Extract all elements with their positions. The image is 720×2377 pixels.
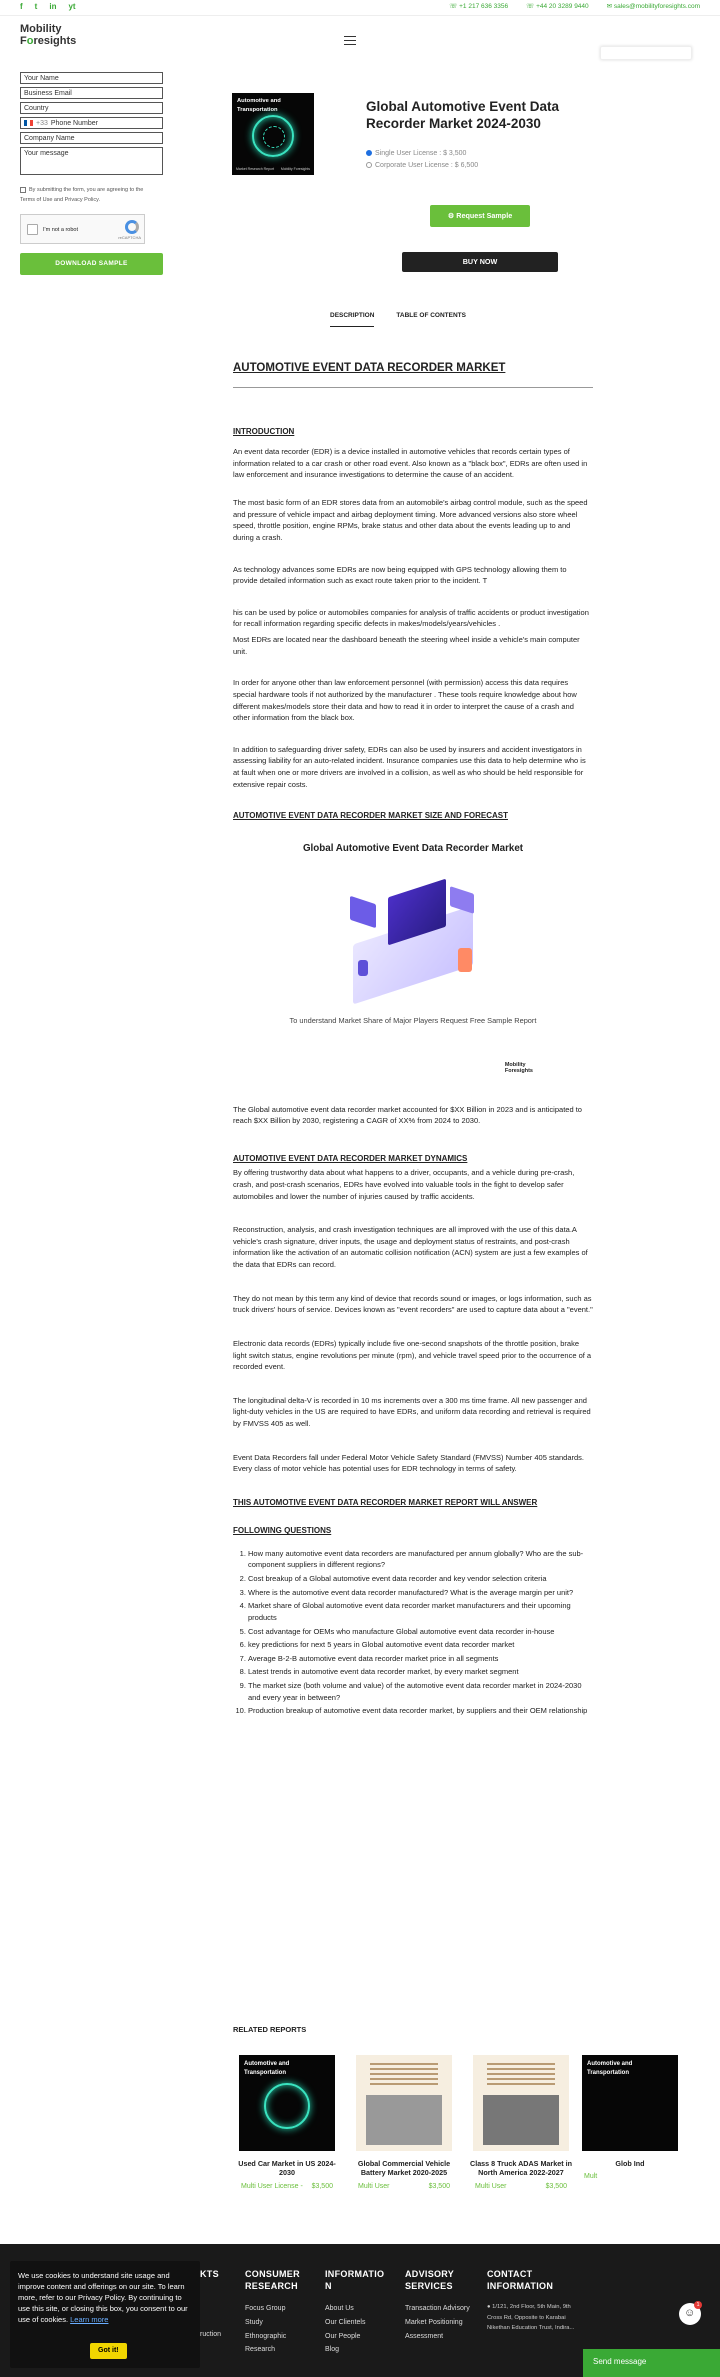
- paragraph: In order for anyone other than law enforcement personnel (with permission) access this data requires special hardware tools if not authorized by the manufacturer . These tools require knowledge about how different makes/models store their data and how to read it in order to interpret the cause of a crash and other information from the black box.: [233, 678, 577, 723]
- paragraph: By offering trustworthy data about what happens to a driver, occupants, and a vehicle during pre-crash, crash, and post-crash scenarios, EDRs have evolved into valuable tools in the fight to develop safer automobiles and lower the number of injuries caused by traffic accidents.: [233, 1168, 575, 1201]
- paragraph: Most EDRs are located near the dashboard beneath the steering wheel inside a vehicle's main computer unit.: [233, 635, 580, 656]
- footer-col-information: INFORMATIO N About Us Our Clientels Our People Blog: [325, 2269, 385, 2354]
- related-report-card[interactable]: Automotive and Transportation Glob Ind Mult: [576, 2055, 684, 2183]
- terms-link[interactable]: Terms of Use and Privacy Policy.: [20, 197, 100, 204]
- isometric-illustration: [338, 870, 488, 1005]
- phone-uk-link[interactable]: ☏ +44 20 3289 9440: [526, 3, 589, 11]
- infographic-logo: Mobility Foresights: [504, 1061, 533, 1074]
- footer-col-contact: CONTACT INFORMATION ● 1/121, 2nd Floor, 5th Main, 9th Cross Rd, Opposite to Karabai Nikethan Education Trust, Indira...: [487, 2269, 577, 2333]
- license-corporate-option[interactable]: Corporate User License : $ 6,500: [366, 160, 478, 172]
- content-tabs: [330, 311, 466, 327]
- questions-heading-2: FOLLOWING QUESTIONS: [233, 1526, 332, 1536]
- social-links: [20, 1, 76, 13]
- license-options: [366, 148, 478, 173]
- email-field[interactable]: Business Email: [20, 87, 163, 99]
- list-item: 4. Market share of Global automotive event data recorder market manufacturers and their upcoming products: [248, 1600, 593, 1623]
- report-description: [233, 360, 593, 1727]
- related-reports-heading: RELATED REPORTS: [233, 2025, 307, 2034]
- top-bar: [0, 0, 720, 16]
- paragraph: They do not mean by this term any kind of device that records sound or images, or logs information, such as truck drivers' hours of service. Devices known as "event recorders" are used to capture data about a "event.": [233, 1293, 593, 1315]
- list-item: 9. The market size (both volume and value) of the automotive event data recorder market in 2024-2030 and every year in between?: [248, 1680, 593, 1703]
- paragraph: The longitudinal delta-V is recorded in 10 ms increments over a 300 ms time frame. All new passenger and light-duty vehicles in the US are required to have EDRs, and uniform data recording and retrieval is required by FMVSS 405 as well.: [233, 1395, 591, 1429]
- size-heading: AUTOMOTIVE EVENT DATA RECORDER MARKET SIZE AND FORECAST: [233, 811, 508, 821]
- tab-description[interactable]: DESCRIPTION: [330, 311, 374, 327]
- request-sample-button[interactable]: ⚙ Request Sample: [430, 205, 530, 227]
- related-reports-carousel: [233, 2055, 645, 2205]
- paragraph: The Global automotive event data recorder market accounted for $XX Billion in 2023 and is anticipated to reach $XX Billion by 2030, registering a CAGR of XX% from 2024 to 2030.: [233, 1104, 582, 1126]
- footer-col-markets: KTS ruction: [200, 2269, 222, 2338]
- infographic-title: Global Automotive Event Data Recorder Market: [302, 842, 524, 854]
- license-single-option[interactable]: Single User License : $ 3,500: [366, 148, 478, 160]
- related-report-card[interactable]: Global Commercial Vehicle Battery Market 2020-2025 Multi User $3,500: [350, 2055, 458, 2193]
- list-item: 1. How many automotive event data recorders are manufactured per annum globally? Who are the sub-component suppliers in different regions?: [248, 1548, 593, 1571]
- list-item: 7. Average B-2-B automotive event data recorder market price in all segments: [248, 1653, 593, 1665]
- paragraph: In addition to safeguarding driver safety, EDRs can also be used by insurers and accident investigators in assessing liability for an auto-related incident. Insurance companies use this data to help determine who is at fault when one or more drivers are involved in a collision, as well as who should be held responsible for extensive repair costs.: [233, 744, 586, 789]
- send-message-button[interactable]: Send message: [583, 2349, 720, 2377]
- name-field[interactable]: Your Name: [20, 72, 163, 84]
- radio-selected-icon[interactable]: [366, 150, 372, 156]
- report-thumbnail: [473, 2055, 569, 2151]
- dynamics-heading: AUTOMOTIVE EVENT DATA RECORDER MARKET DYNAMICS: [233, 1153, 468, 1163]
- paragraph: his can be used by police or automobiles companies for analysis of traffic accidents or product investigation for recall information regarding specific defects in makes/models/years/vehicles .: [233, 607, 589, 629]
- company-field[interactable]: Company Name: [20, 132, 163, 144]
- facebook-icon[interactable]: f: [20, 2, 23, 12]
- report-name[interactable]: Glob Ind: [615, 2159, 645, 2168]
- recaptcha-widget: I'm not a robot reCAPTCHA: [20, 214, 145, 244]
- report-name[interactable]: Used Car Market in US 2024-2030: [238, 2159, 336, 2178]
- report-thumbnail: Automotive and Transportation: [582, 2055, 678, 2151]
- intro-heading: INTRODUCTION: [233, 426, 295, 436]
- related-report-card[interactable]: Class 8 Truck ADAS Market in North America 2022-2027 Multi User $3,500: [467, 2055, 575, 2193]
- questions-heading: THIS AUTOMOTIVE EVENT DATA RECORDER MARKET REPORT WILL ANSWER: [233, 1497, 538, 1507]
- page-heading: AUTOMOTIVE EVENT DATA RECORDER MARKET: [233, 360, 593, 388]
- paragraph: Event Data Recorders fall under Federal Motor Vehicle Safety Standard (FMVSS) Number 405 standards. Every class of motor vehicle has potential uses for EDR technology in terms of safety.: [233, 1452, 585, 1474]
- list-item: 5. Cost advantage for OEMs who manufacture Global automotive event data recorder in-house: [248, 1626, 593, 1638]
- report-name[interactable]: Class 8 Truck ADAS Market in North America 2022-2027: [470, 2159, 572, 2178]
- message-field[interactable]: Your message: [20, 147, 163, 175]
- report-name[interactable]: Global Commercial Vehicle Battery Market 2020-2025: [357, 2159, 451, 2178]
- linkedin-icon[interactable]: in: [49, 2, 57, 12]
- infographic-caption: To understand Market Share of Major Players Request Free Sample Report: [289, 1015, 537, 1025]
- tab-table-of-contents[interactable]: TABLE OF CONTENTS: [396, 312, 466, 319]
- menu-icon[interactable]: [344, 36, 356, 47]
- gauge-graphic: [252, 115, 294, 157]
- terms-checkbox[interactable]: [20, 187, 26, 193]
- terms-consent: By submitting the form, you are agreeing to the Terms of Use and Privacy Policy.: [20, 187, 144, 204]
- location-icon: ●: [487, 2304, 493, 2311]
- footer-col-consumer: CONSUMER RESEARCH Focus Group Study Ethnographic Research: [245, 2269, 300, 2354]
- report-thumbnail: [356, 2055, 452, 2151]
- address-text: ● 1/121, 2nd Floor, 5th Main, 9th Cross Rd, Opposite to Karabai Nikethan Education Trust, Indira...: [487, 2304, 575, 2331]
- related-report-card[interactable]: Automotive and Transportation Used Car Market in US 2024-2030 Multi User License - $3,500: [233, 2055, 341, 2193]
- country-field[interactable]: Country: [20, 102, 163, 114]
- paragraph: The most basic form of an EDR stores data from an automobile's airbag control module, such as the speed and pressure of vehicle impact and airbag deployment timing. More advanced versions also store wheel speed, throttle position, engine RPMs, brake status and other data about the events leading up to and during a crash.: [233, 498, 588, 542]
- phone-us-link[interactable]: ☏ +1 217 636 3356: [449, 3, 509, 11]
- list-item: 3. Where is the automotive event data recorder manufactured? What is the average margin per unit?: [248, 1587, 593, 1599]
- list-item: 8. Latest trends in automotive event data recorder market, by every market segment: [248, 1666, 593, 1678]
- list-item: 6. key predictions for next 5 years in Global automotive event data recorder market: [248, 1639, 593, 1651]
- cookie-banner: We use cookies to understand site usage and improve content and offerings on our site. To learn more, refer to our Privacy Policy. By continuing to use this site, or closing this box, you consent to our use of cookies. Learn more Got it!: [10, 2261, 200, 2368]
- site-header: [0, 16, 720, 58]
- learn-more-link[interactable]: Learn more: [70, 2314, 109, 2324]
- site-logo[interactable]: Mobility Foresights: [20, 23, 77, 47]
- questions-list: [233, 1548, 593, 1717]
- search-input[interactable]: [600, 46, 692, 60]
- sample-request-form: [20, 72, 163, 275]
- download-sample-button[interactable]: DOWNLOAD SAMPLE: [20, 253, 163, 275]
- report-thumbnail: Automotive and Transportation: [239, 2055, 335, 2151]
- paragraph: Reconstruction, analysis, and crash investigation techniques are all improved with the use of this data.A vehicle's crash signature, driver inputs, the usage and deployment status of restraints, and post-crash information like the activation of an automatic collision notification (ACN) system are just a few examples of the data that EDRs can record.: [233, 1225, 588, 1270]
- recaptcha-icon: [125, 220, 139, 234]
- product-title: Global Automotive Event Data Recorder Market 2024-2030: [366, 99, 560, 131]
- cookie-accept-button[interactable]: Got it!: [90, 2343, 127, 2359]
- paragraph: As technology advances some EDRs are now being equipped with GPS technology allowing them to provide detailed information such as exact route taken prior to the incident. T: [233, 564, 567, 586]
- contact-links: [449, 2, 700, 12]
- buy-now-button[interactable]: BUY NOW: [402, 252, 558, 272]
- radio-icon[interactable]: [366, 162, 372, 168]
- report-cover-image: Automotive and Transportation Market Research Report Mobility Foresights: [232, 93, 314, 175]
- youtube-icon[interactable]: yt: [68, 2, 76, 12]
- list-item: 10. Production breakup of automotive event data recorder market, by suppliers and their OEM relationship: [248, 1705, 593, 1717]
- chat-icon[interactable]: 1 ☺: [679, 2303, 701, 2325]
- france-flag-icon: [24, 120, 33, 126]
- list-item: 2. Cost breakup of a Global automotive event data recorder and key vendor selection criteria: [248, 1573, 593, 1585]
- captcha-checkbox[interactable]: [27, 224, 38, 235]
- footer-col-advisory: ADVISORY SERVICES Transaction Advisory Market Positioning Assessment: [405, 2269, 470, 2340]
- market-infographic: [233, 841, 593, 1076]
- phone-field[interactable]: +33 Phone Number: [20, 117, 163, 129]
- twitter-icon[interactable]: t: [34, 2, 38, 12]
- email-link[interactable]: ✉ sales@mobilityforesights.com: [606, 3, 700, 11]
- paragraph: Electronic data records (EDRs) typically include five one-second snapshots of the throttle position, brake light switch status, engine revolutions per minute (rpm), and vehicle travel speed prior to the occurrence of a recorded event.: [233, 1338, 592, 1372]
- paragraph: An event data recorder (EDR) is a device installed in automotive vehicles that records certain types of information related to a car crash or other road event. Also known as a "black box", EDRs are often used in law enforcement and insurance investigations to determine the cause of an accident.: [233, 447, 588, 480]
